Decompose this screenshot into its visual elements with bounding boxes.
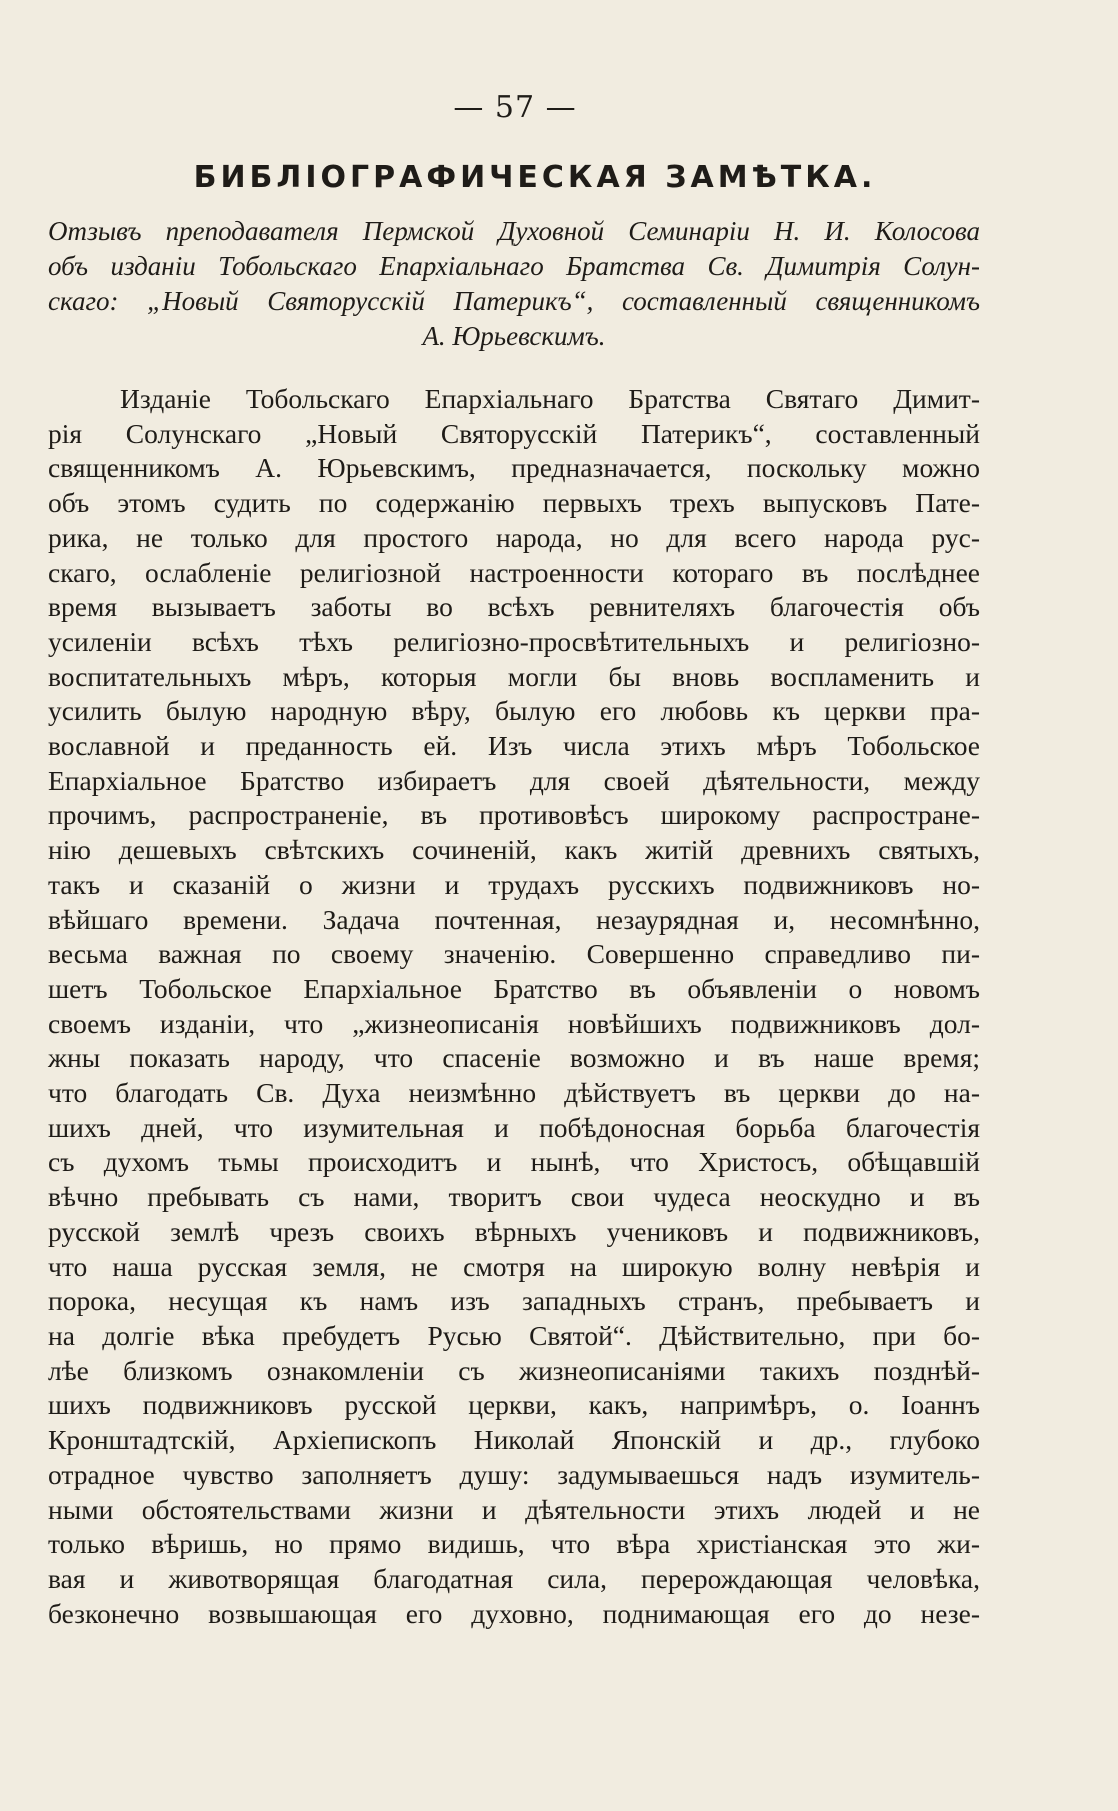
body-line: священникомъ А. Юрьевскимъ, предназначается, поскольку можно xyxy=(48,452,980,484)
body-line: лѣе близкомъ ознакомленіи съ жизнеописаніями такихъ позднѣй- xyxy=(48,1354,980,1386)
body-line: нію дешевыхъ свѣтскихъ сочиненій, какъ житій древнихъ святыхъ, xyxy=(48,834,980,866)
body-line: вѣйшаго времени. Задача почтенная, незаурядная и, несомнѣнно, xyxy=(48,903,980,935)
body-line: время вызываетъ заботы во всѣхъ ревнителяхъ благочестія объ xyxy=(48,591,980,623)
body-line: скаго, ослабленіе религіозной настроенности котораго въ послѣднее xyxy=(48,556,980,588)
body-line: на долгіе вѣка пребудетъ Русью Святой“. Дѣйствительно, при бо- xyxy=(48,1319,980,1351)
body-line: порока, несущая къ намъ изъ западныхъ странъ, пребываетъ и xyxy=(48,1285,980,1317)
body-line: шихъ дней, что изумительная и побѣдоносная борьба благочестія xyxy=(48,1111,980,1143)
body-line: русской землѣ чрезъ своихъ вѣрныхъ учениковъ и подвижниковъ, xyxy=(48,1215,980,1247)
body-line: Епархіальное Братство избираетъ для своей дѣятельности, между xyxy=(48,764,980,796)
body-line: Кронштадтскій, Архіепископъ Николай Японскій и др., глубоко xyxy=(48,1424,980,1456)
subtitle xyxy=(48,214,980,354)
body-line: Изданіе Тобольскаго Епархіальнаго Братства Святаго Димит- xyxy=(120,383,980,414)
body-line: объ этомъ судить по содержанію первыхъ трехъ выпусковъ Пате- xyxy=(48,487,980,519)
subtitle-line: скаго: „Новый Святорусскій Патерикъ“, составленный священникомъ xyxy=(48,286,980,316)
body-line: только вѣришь, но прямо видишь, что вѣра христіанская это жи- xyxy=(48,1528,980,1560)
body-line: отрадное чувство заполняетъ душу: задумываешься надъ изумитель- xyxy=(48,1458,980,1490)
body-line: шетъ Тобольское Епархіальное Братство въ объявленіи о новомъ xyxy=(48,972,980,1004)
body-line: вославной и преданность ей. Изъ числа этихъ мѣръ Тобольское xyxy=(48,730,980,762)
body-line: усиленіи всѣхъ тѣхъ религіозно-просвѣтительныхъ и религіозно- xyxy=(48,625,980,657)
body-text xyxy=(48,382,980,1631)
body-line: рія Солунскаго „Новый Святорусскій Патерикъ“, составленный xyxy=(48,417,980,449)
body-line: шихъ подвижниковъ русской церкви, какъ, напримѣръ, о. Іоаннъ xyxy=(48,1389,980,1421)
body-line: что благодать Св. Духа неизмѣнно дѣйствуетъ въ церкви до на- xyxy=(48,1077,980,1109)
section-heading: БИБЛІОГРАФИЧЕСКАЯ ЗАМѢТКА. xyxy=(193,160,877,195)
body-line: прочимъ, распространеніе, въ противовѣсъ широкому распростране- xyxy=(48,799,980,831)
body-line: такъ и сказаній о жизни и трудахъ русскихъ подвижниковъ но- xyxy=(48,868,980,900)
body-line: безконечно возвышающая его духовно, поднимающая его до незе- xyxy=(48,1597,980,1629)
body-line: воспитательныхъ мѣръ, которыя могли бы вновь воспламенить и xyxy=(48,660,980,692)
subtitle-line: А. Юрьевскимъ. xyxy=(422,321,606,351)
body-line: жны показать народу, что спасеніе возможно и въ наше время; xyxy=(48,1042,980,1074)
body-line: вая и животворящая благодатная сила, перерождающая человѣка, xyxy=(48,1562,980,1594)
page-number: — 57 — xyxy=(453,90,577,125)
body-line: что наша русская земля, не смотря на широкую волну невѣрія и xyxy=(48,1250,980,1282)
body-line: вѣчно пребывать съ нами, творитъ свои чудеса неоскудно и въ xyxy=(48,1181,980,1213)
body-line: ными обстоятельствами жизни и дѣятельности этихъ людей и не xyxy=(48,1493,980,1525)
body-line: рика, не только для простого народа, но для всего народа рус- xyxy=(48,521,980,553)
body-line: съ духомъ тьмы происходитъ и нынѣ, что Христосъ, обѣщавшій xyxy=(48,1146,980,1178)
subtitle-line: Отзывъ преподавателя Пермской Духовной Семинаріи Н. И. Колосова xyxy=(48,216,980,246)
body-line: усилить былую народную вѣру, былую его любовь къ церкви пра- xyxy=(48,695,980,727)
body-line: своемъ изданіи, что „жизнеописанія новѣйшихъ подвижниковъ дол- xyxy=(48,1007,980,1039)
body-line: весьма важная по своему значенію. Совершенно справедливо пи- xyxy=(48,938,980,970)
subtitle-line: объ изданіи Тобольскаго Епархіальнаго Братства Св. Димитрія Солун- xyxy=(48,251,980,281)
